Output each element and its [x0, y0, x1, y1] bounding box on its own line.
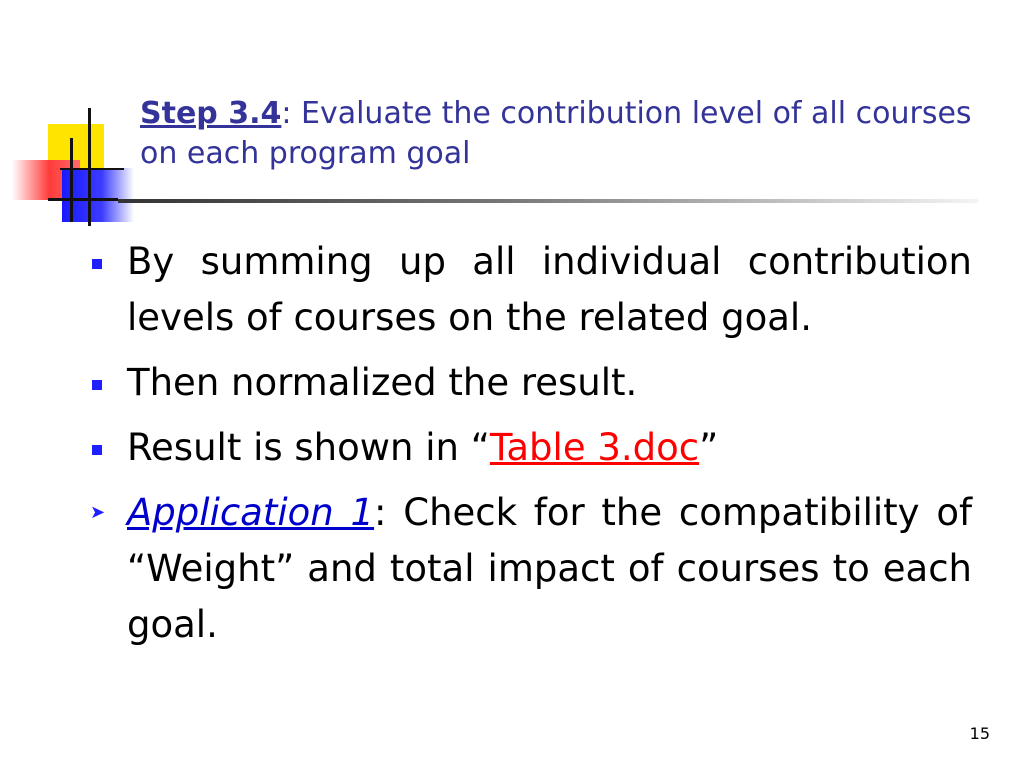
decorative-logo	[0, 0, 150, 240]
bullet-item	[92, 355, 972, 411]
arrow-bullet-icon: ➤	[90, 502, 106, 523]
square-bullet-icon	[92, 259, 102, 269]
bullet-item	[92, 485, 972, 653]
bullet-item	[92, 234, 972, 346]
bullet-text: By summing up all individual contribution levels of courses on the related goal.	[127, 240, 972, 339]
bullet-text-suffix: ”	[699, 426, 719, 469]
title-text: : Evaluate the contribution level of all courses on each program goal	[140, 96, 972, 171]
horizontal-line	[60, 168, 124, 170]
vertical-line	[70, 138, 73, 222]
page-number: 15	[969, 724, 990, 743]
vertical-line	[88, 108, 91, 226]
horizontal-line	[48, 198, 118, 201]
bullet-item	[92, 420, 972, 476]
bullet-text-prefix: Result is shown in “	[127, 426, 490, 469]
slide-title	[140, 94, 980, 174]
square-bullet-icon	[92, 380, 102, 390]
table-doc-link[interactable]: Table 3.doc	[489, 426, 700, 469]
bullet-text: Then normalized the result.	[127, 361, 638, 404]
square-bullet-icon	[92, 445, 102, 455]
title-underline-rule	[118, 199, 978, 203]
application-link[interactable]: Application 1	[127, 491, 375, 534]
bullet-text-suffix: : Check for the compatibility of “Weight” and total impact of courses to each goal.	[127, 491, 972, 646]
title-step-label: Step 3.4	[140, 96, 282, 131]
bullet-list	[92, 234, 972, 662]
